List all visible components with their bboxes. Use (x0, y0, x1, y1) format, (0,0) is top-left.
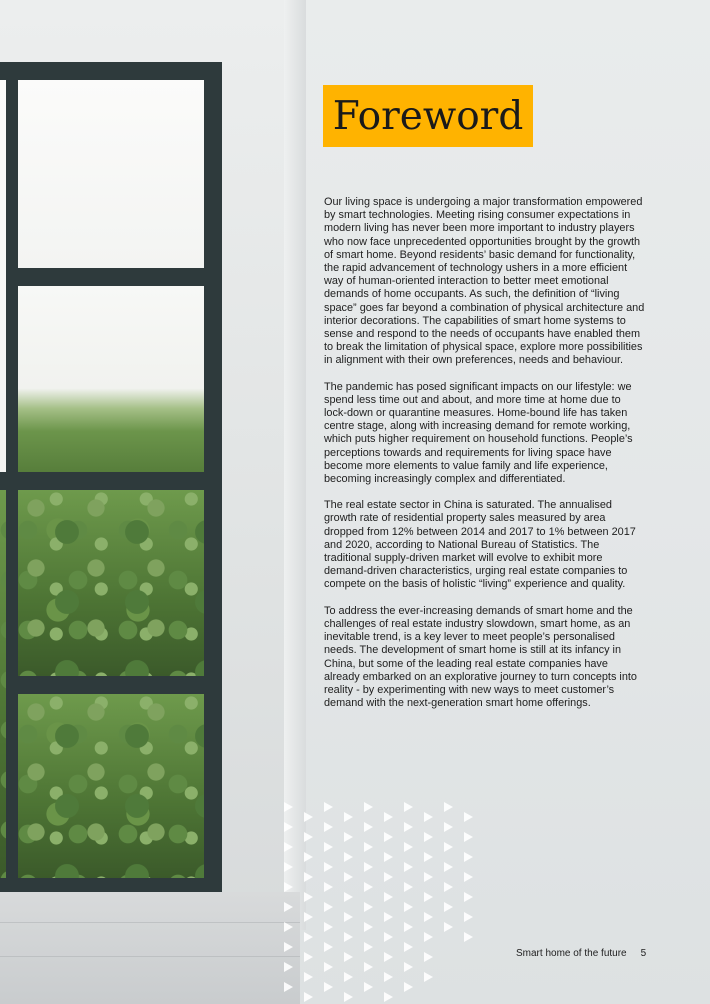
triangle-mark (424, 852, 433, 862)
triangle-mark (384, 912, 393, 922)
triangle-mark (324, 862, 333, 872)
triangle-mark (364, 902, 373, 912)
floor-seam (0, 956, 300, 957)
title-banner (323, 85, 533, 147)
triangle-mark (424, 932, 433, 942)
triangle-mark (284, 862, 293, 872)
triangle-mark (444, 882, 453, 892)
paragraph: To address the ever-increasing demands of smart home and the challenges of real estate industry slowdown, smart home, as an inevitable trend, is a key lever to meet people’s personalised needs. The development of smart home is still at its infancy in China, but some of the leading real estate companies have already embarked on an explorative journey to turn concepts into reality - by experimenting with new ways to meet customer’s demand with the next-generation smart home offerings. (324, 604, 637, 710)
triangle-mark (344, 832, 353, 842)
triangle-mark (284, 842, 293, 852)
triangle-mark (464, 872, 473, 882)
triangle-mark (304, 972, 313, 982)
triangle-mark (344, 812, 353, 822)
triangle-mark (384, 972, 393, 982)
triangle-mark (304, 992, 313, 1002)
triangle-mark (324, 802, 333, 812)
window-pane (18, 694, 204, 878)
triangle-mark (284, 822, 293, 832)
triangle-mark (444, 802, 453, 812)
triangle-mark (324, 842, 333, 852)
triangle-mark (424, 892, 433, 902)
page-number: 5 (640, 948, 647, 959)
page-footer (516, 948, 646, 959)
footer-title: Smart home of the future (516, 948, 627, 959)
triangle-mark (364, 922, 373, 932)
triangle-mark (404, 922, 413, 932)
triangle-mark (384, 952, 393, 962)
triangle-mark (384, 812, 393, 822)
triangle-mark (304, 932, 313, 942)
triangle-mark (464, 932, 473, 942)
triangle-mark (364, 882, 373, 892)
triangle-mark (304, 912, 313, 922)
triangle-mark (364, 982, 373, 992)
triangle-mark (284, 962, 293, 972)
triangle-mark (284, 802, 293, 812)
triangle-mark (344, 892, 353, 902)
triangle-mark (384, 852, 393, 862)
triangle-mark (344, 872, 353, 882)
triangle-mark (384, 892, 393, 902)
triangle-mark (424, 872, 433, 882)
triangle-mark (284, 922, 293, 932)
triangle-mark (364, 842, 373, 852)
body-text (324, 196, 646, 723)
triangle-mark (304, 952, 313, 962)
paragraph: Our living space is undergoing a major transformation empowered by smart technologies. Meeting rising consumer expectations in modern living has never been more important to industry players who now face unprecedented opportunities brought by the growth of smart home. Beyond residents’ basic demand for functionality, the rapid advancement of technology ushers in a more efficient way of human-oriented interaction to better meet emotional demands of home occupants. As such, the definition of “living space” goes far beyond a combination of physical architecture and interior decorations. The capabilities of smart home systems to sense and respond to the needs of occupants have enabled them to break the limitation of physical space, explore more possibilities in alignment with their own preferences, needs and behaviour. (324, 196, 645, 367)
triangle-mark (364, 942, 373, 952)
triangle-mark (424, 832, 433, 842)
triangle-mark (324, 922, 333, 932)
triangle-mark (364, 802, 373, 812)
triangle-mark (344, 992, 353, 1002)
triangle-mark (404, 982, 413, 992)
triangle-mark (364, 962, 373, 972)
window-pane (18, 80, 204, 268)
paragraph: The pandemic has posed significant impacts on our lifestyle: we spend less time out and about, and more time at home due to lock-down or quarantine measures. Home-bound life has taken centre stage, along with increasing demand for remote working, which puts higher requirement on household functions. People’s perceptions towards and requirements for living space have become more elements to value family and life experience, becoming increasingly complex and differentiated. (324, 380, 633, 486)
triangle-mark (344, 972, 353, 982)
triangle-mark (364, 822, 373, 832)
triangle-mark (404, 862, 413, 872)
triangle-mark (324, 822, 333, 832)
triangle-mark (444, 862, 453, 872)
triangle-mark (344, 852, 353, 862)
triangle-mark (424, 952, 433, 962)
triangle-mark (304, 852, 313, 862)
triangle-mark (344, 932, 353, 942)
triangle-mark (404, 822, 413, 832)
window-photo (0, 62, 222, 892)
window-pane (0, 490, 6, 878)
paragraph: The real estate sector in China is saturated. The annualised growth rate of residential property sales measured by area dropped from 12% between 2014 and 2017 to 1% between 2017 and 2020, according to National Bureau of Statistics. The traditional supply-driven market will evolve to exhibit more demand-driven characteristics, urging real estate companies to compete on the basis of holistic “living” experience and quality. (324, 499, 636, 591)
triangle-mark (444, 902, 453, 912)
triangle-mark (464, 852, 473, 862)
triangle-mark (304, 892, 313, 902)
triangle-mark (284, 982, 293, 992)
triangle-mark (284, 882, 293, 892)
triangle-mark (324, 942, 333, 952)
triangle-mark (424, 912, 433, 922)
triangle-mark (464, 812, 473, 822)
triangle-mark (464, 832, 473, 842)
triangle-mark (404, 882, 413, 892)
triangle-mark (304, 832, 313, 842)
triangle-mark (424, 812, 433, 822)
floor (0, 892, 300, 1004)
triangle-mark (324, 882, 333, 892)
triangle-pattern (284, 802, 484, 1004)
triangle-mark (424, 972, 433, 982)
triangle-mark (404, 962, 413, 972)
triangle-mark (384, 872, 393, 882)
triangle-mark (344, 912, 353, 922)
triangle-mark (444, 822, 453, 832)
window-pane (18, 286, 204, 472)
wall-corner (284, 0, 306, 930)
page-title: Foreword (332, 93, 524, 139)
triangle-mark (384, 832, 393, 842)
triangle-mark (384, 992, 393, 1002)
triangle-mark (284, 942, 293, 952)
triangle-mark (464, 892, 473, 902)
triangle-mark (284, 902, 293, 912)
triangle-mark (404, 842, 413, 852)
triangle-mark (344, 952, 353, 962)
window-pane (18, 490, 204, 676)
triangle-mark (324, 962, 333, 972)
triangle-mark (444, 922, 453, 932)
triangle-mark (304, 872, 313, 882)
triangle-mark (384, 932, 393, 942)
triangle-mark (364, 862, 373, 872)
triangle-mark (464, 912, 473, 922)
triangle-mark (404, 802, 413, 812)
triangle-mark (324, 982, 333, 992)
window-pane (0, 80, 6, 472)
triangle-mark (404, 902, 413, 912)
triangle-mark (404, 942, 413, 952)
triangle-mark (444, 842, 453, 852)
triangle-mark (304, 812, 313, 822)
triangle-mark (324, 902, 333, 912)
